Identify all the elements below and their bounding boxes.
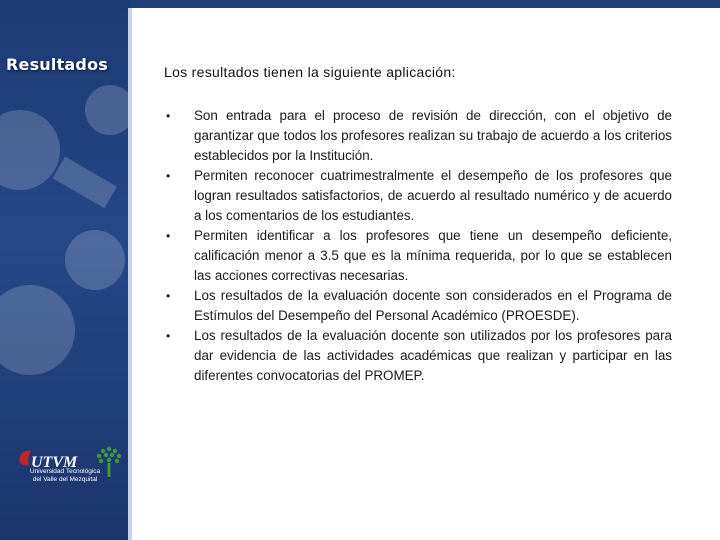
section-title: Resultados [6, 55, 108, 74]
list-item-text: Permiten reconocer cuatrimestralmente el desempeño de los profesores que logran resultados satisfactorios, de acuerdo al resultado numérico y de acuerdo a los comentarios de los estudiantes. [194, 168, 672, 223]
bullet-icon: • [166, 329, 171, 343]
list-item [162, 226, 672, 286]
institution-line-2: del Valle del Mezquital [32, 476, 98, 483]
utvm-logo [15, 428, 127, 498]
institution-name [14, 468, 116, 484]
bullet-icon: • [166, 289, 171, 303]
bullet-list [162, 106, 672, 386]
list-item-text: Permiten identificar a los profesores que tiene un desempeño deficiente, calificación menor a 3.5 que es la mínima requerida, por lo que se establecen las acciones correctivas necesarias. [194, 228, 672, 283]
content-heading: Los resultados tienen la siguiente aplicación: [164, 64, 456, 80]
bullet-icon: • [166, 109, 171, 123]
list-item [162, 326, 672, 386]
institution-line-1: Universidad Tecnológica [29, 468, 101, 475]
list-item [162, 166, 672, 226]
bullet-icon: • [166, 169, 171, 183]
list-item-text: Los resultados de la evaluación docente son utilizados por los profesores para dar evidencia de las actividades académicas que realizan y participar en las diferentes convocatorias del PROMEP. [194, 328, 672, 383]
sidebar [0, 0, 130, 540]
list-item-text: Los resultados de la evaluación docente son considerados en el Programa de Estímulos del Desempeño del Personal Académico (PROESDE). [194, 288, 672, 323]
list-item-text: Son entrada para el proceso de revisión de dirección, con el objetivo de garantizar que todos los profesores realizan su trabajo de acuerdo a los criterios establecidos por la Institución. [194, 108, 672, 163]
list-item [162, 286, 672, 326]
list-item [162, 106, 672, 166]
content-panel [132, 8, 720, 540]
bullet-icon: • [166, 229, 171, 243]
svg-text:UTVM: UTVM [31, 454, 78, 471]
